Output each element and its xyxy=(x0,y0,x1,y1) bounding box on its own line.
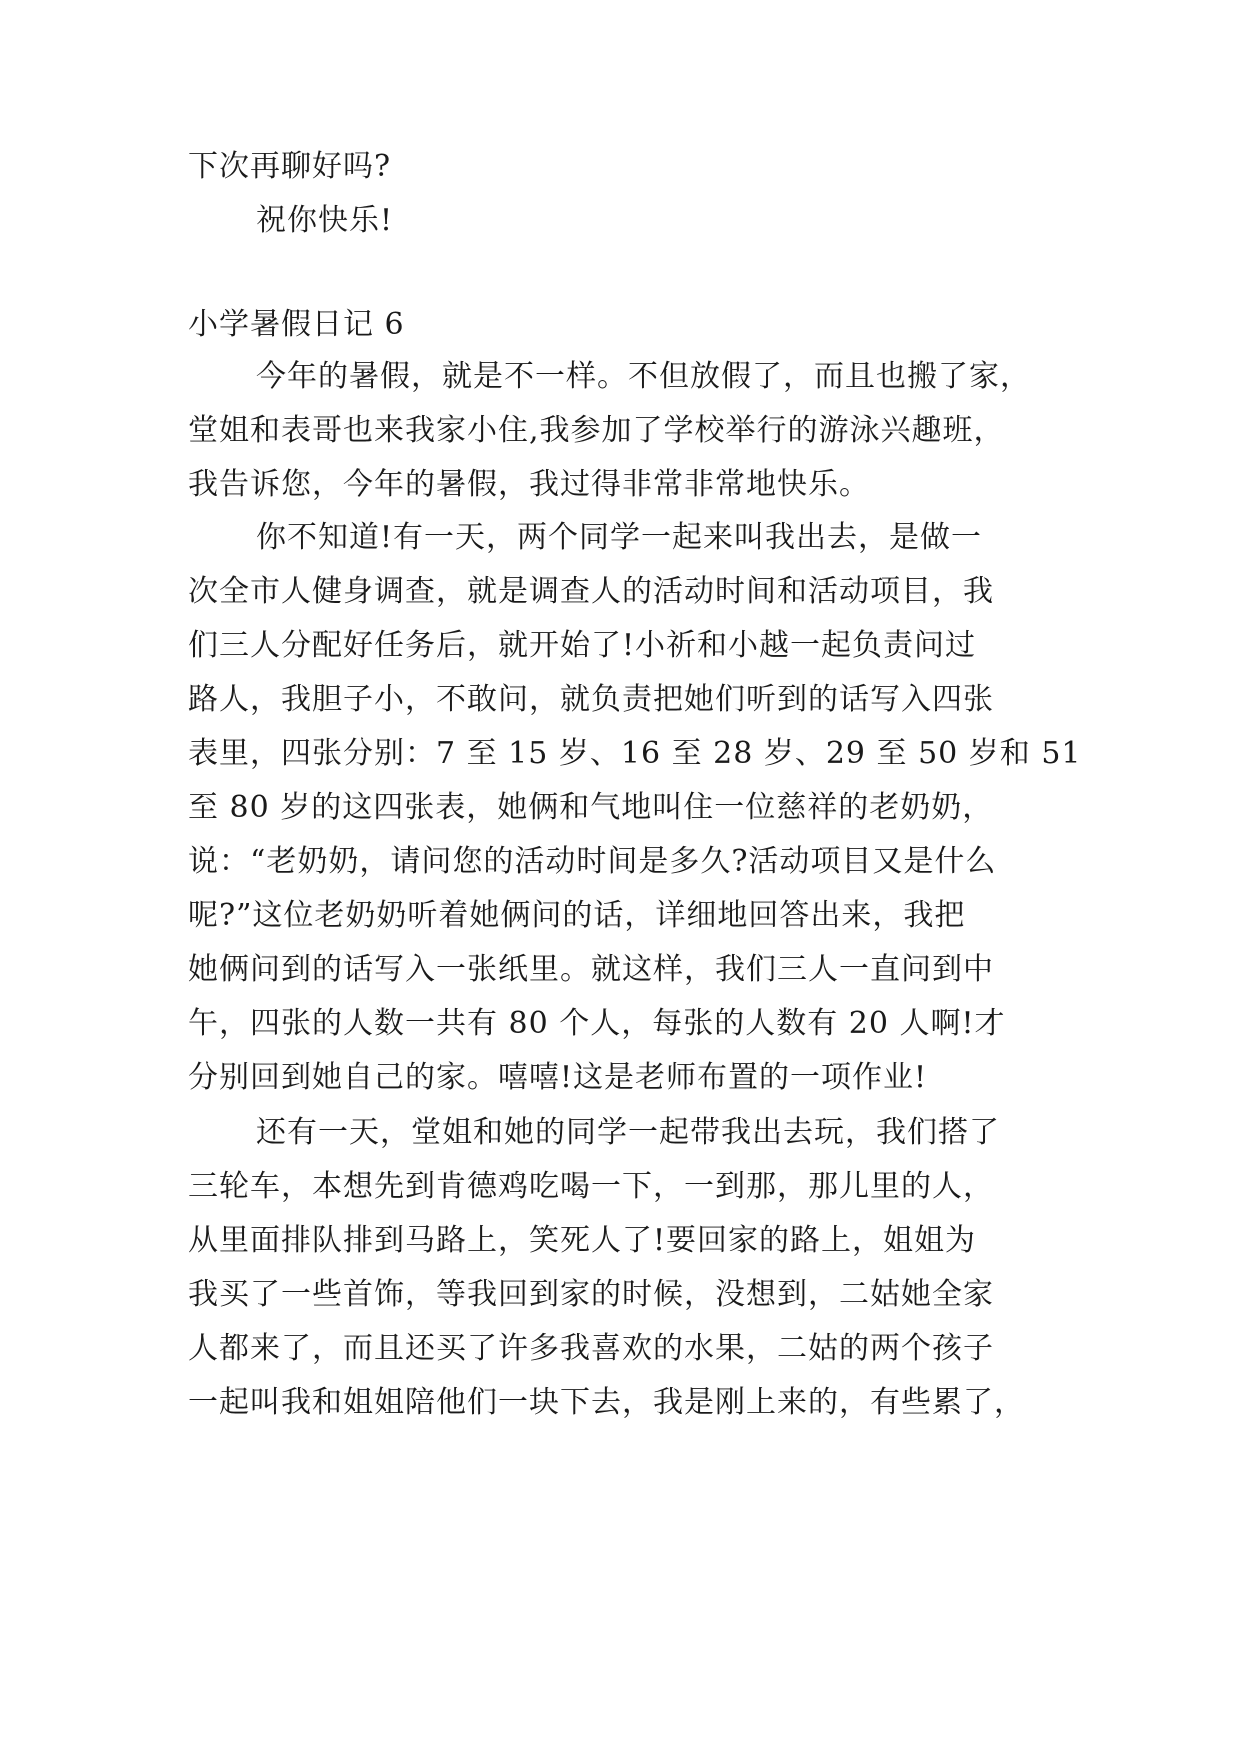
paragraph-line: 还有一天，堂姐和她的同学一起带我出去玩，我们搭了 xyxy=(256,1115,1000,1150)
paragraph-line: 堂姐和表哥也来我家小住,我参加了学校举行的游泳兴趣班， xyxy=(188,413,1005,448)
paragraph-line: 们三人分配好任务后，就开始了!小祈和小越一起负责问过 xyxy=(188,628,977,663)
paragraph-line: 表里，四张分别：7 至 15 岁、16 至 28 岁、29 至 50 岁和 51 xyxy=(188,736,1082,771)
paragraph-line: 呢?”这位老奶奶听着她俩问的话，详细地回答出来，我把 xyxy=(188,898,966,933)
paragraph-line: 一起叫我和姐姐陪他们一块下去，我是刚上来的，有些累了， xyxy=(188,1385,1025,1420)
paragraph-line: 她俩问到的话写入一张纸里。就这样，我们三人一直问到中 xyxy=(188,952,994,987)
paragraph-line: 三轮车，本想先到肯德鸡吃喝一下，一到那，那儿里的人， xyxy=(188,1169,994,1204)
paragraph-line: 路人，我胆子小，不敢问，就负责把她们听到的话写入四张 xyxy=(188,682,994,717)
paragraph-line: 你不知道!有一天，两个同学一起来叫我出去，是做一 xyxy=(256,520,983,555)
paragraph-line: 我告诉您，今年的暑假，我过得非常非常地快乐。 xyxy=(188,467,870,502)
closing-line: 下次再聊好吗? xyxy=(188,149,392,184)
paragraph-line: 人都来了，而且还买了许多我喜欢的水果，二姑的两个孩子 xyxy=(188,1331,994,1366)
paragraph-line: 我买了一些首饰，等我回到家的时候，没想到，二姑她全家 xyxy=(188,1277,994,1312)
paragraph-line: 分别回到她自己的家。嘻嘻!这是老师布置的一项作业! xyxy=(188,1060,928,1095)
paragraph-line: 从里面排队排到马路上，笑死人了!要回家的路上，姐姐为 xyxy=(188,1223,977,1258)
paragraph-line: 至 80 岁的这四张表，她俩和气地叫住一位慈祥的老奶奶， xyxy=(188,790,994,825)
paragraph-line: 说：“老奶奶，请问您的活动时间是多久?活动项目又是什么 xyxy=(188,844,997,879)
paragraph-line: 午，四张的人数一共有 80 个人，每张的人数有 20 人啊!才 xyxy=(188,1006,1006,1041)
closing-wish: 祝你快乐! xyxy=(256,203,394,238)
paragraph-line: 次全市人健身调查，就是调查人的活动时间和活动项目，我 xyxy=(188,574,994,609)
section-title: 小学暑假日记 6 xyxy=(188,307,405,342)
paragraph-line: 今年的暑假，就是不一样。不但放假了，而且也搬了家， xyxy=(256,359,1031,394)
